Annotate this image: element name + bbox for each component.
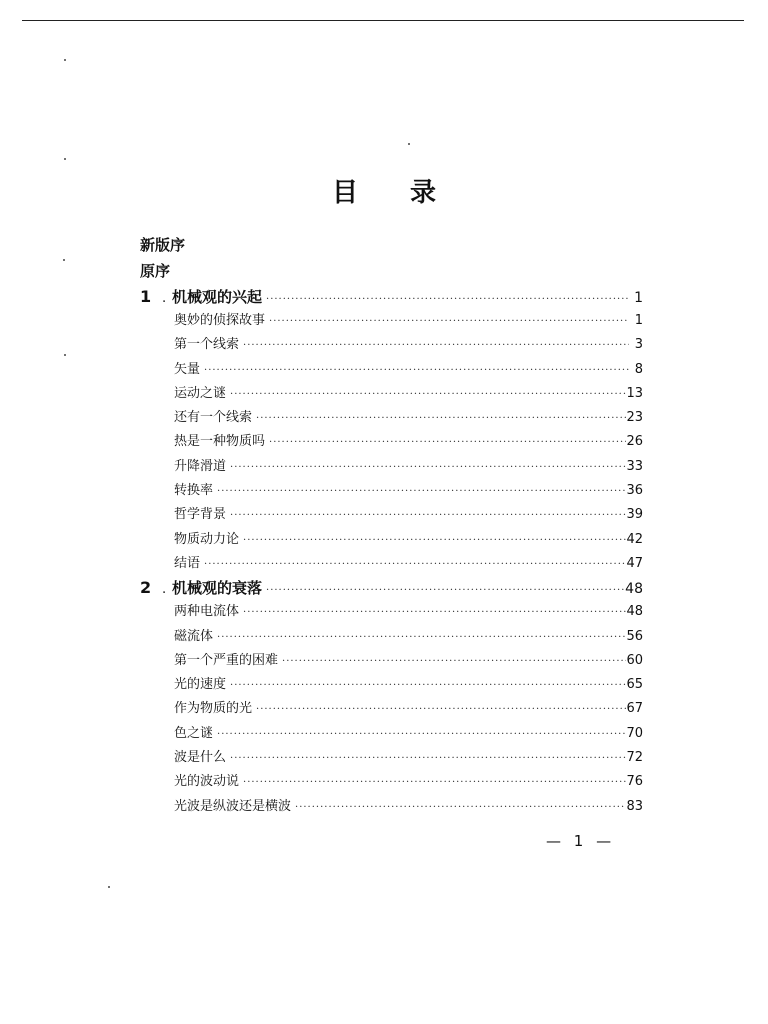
scan-speck [408, 143, 410, 145]
toc-section-row[interactable] [140, 650, 643, 674]
section-page-number: 23 [626, 410, 643, 426]
chapter-page-number: 48 [625, 581, 643, 598]
section-page-number: 13 [626, 385, 643, 401]
toc-section-row[interactable] [140, 674, 643, 698]
toc-section-row[interactable] [140, 504, 643, 528]
section-title: 第一个线索 [174, 337, 240, 353]
section-title: 磁流体 [174, 628, 214, 644]
dot-leader [266, 289, 629, 311]
section-title: 第一个严重的困难 [174, 652, 279, 668]
dot-leader [256, 699, 626, 721]
dot-leader [230, 457, 626, 479]
dot-leader [266, 580, 625, 602]
dot-leader [204, 360, 629, 382]
dot-leader [243, 335, 629, 357]
section-title: 奥妙的侦探故事 [174, 313, 266, 328]
scan-speck [108, 886, 110, 888]
section-title: 热是一种物质吗 [174, 434, 266, 450]
toc-section-row[interactable] [140, 626, 643, 650]
toc-section-row[interactable] [140, 407, 643, 431]
section-page-number: 8 [634, 361, 643, 377]
toc-section-row[interactable] [140, 723, 643, 747]
table-of-contents [140, 234, 643, 820]
dot-leader [230, 384, 626, 406]
toc-section-row[interactable] [140, 601, 643, 625]
section-page-number: 3 [634, 337, 643, 353]
toc-section-row[interactable] [140, 698, 643, 722]
section-title: 结语 [174, 555, 201, 571]
dot-leader [243, 772, 626, 794]
dot-leader [230, 675, 626, 697]
scan-speck [64, 158, 66, 160]
toc-section-row[interactable] [140, 359, 643, 383]
toc-section-row[interactable] [140, 553, 643, 577]
dot-leader [217, 627, 626, 649]
toc-section-row[interactable] [140, 747, 643, 771]
dot-leader [243, 530, 626, 552]
dot-leader [282, 651, 626, 673]
toc-section-row[interactable] [140, 796, 643, 820]
section-page-number: 76 [626, 774, 643, 790]
section-page-number: 60 [626, 652, 643, 668]
section-title: 作为物质的光 [174, 701, 253, 717]
toc-chapter-row[interactable] [140, 577, 643, 601]
section-title: 升降滑道 [174, 458, 227, 474]
section-page-number: 56 [626, 628, 643, 644]
dot-leader [269, 311, 629, 333]
dot-leader [256, 408, 626, 430]
section-title: 物质动力论 [174, 531, 240, 547]
toc-section-row[interactable] [140, 771, 643, 795]
dot-leader [217, 724, 626, 746]
top-rule [22, 20, 744, 21]
section-title: 两种电流体 [174, 604, 240, 620]
section-title: 矢量 [174, 361, 201, 377]
toc-section-row[interactable] [140, 431, 643, 455]
section-title: 光的波动说 [174, 774, 240, 790]
section-title: 色之谜 [174, 725, 214, 741]
scan-noise [130, 893, 580, 895]
page-title [0, 172, 768, 209]
toc-section-row[interactable] [140, 334, 643, 358]
chapter-title: 机械观的衰落 [172, 579, 263, 598]
dot-leader [217, 481, 626, 503]
section-page-number: 70 [626, 725, 643, 741]
page-title-char-1: 目 [331, 178, 358, 208]
chapter-number-separator: . [162, 582, 167, 598]
section-page-number: 67 [626, 701, 643, 717]
front-matter-preface-new[interactable]: 新版序 [140, 236, 186, 254]
section-page-number: 72 [626, 750, 643, 766]
section-title: 哲学背景 [174, 507, 227, 523]
chapter-number-separator: . [162, 291, 167, 306]
toc-chapter-row[interactable] [140, 286, 643, 310]
section-page-number: 48 [626, 604, 643, 620]
chapter-page-number: 1 [634, 290, 643, 306]
section-page-number: 26 [626, 434, 643, 450]
section-title: 光波是纵波还是横波 [174, 798, 292, 814]
section-page-number: 42 [626, 531, 643, 547]
page-number: — 1 — [546, 832, 616, 850]
toc-section-row[interactable] [140, 383, 643, 407]
scan-speck [64, 59, 66, 61]
dot-leader [204, 554, 626, 576]
toc-section-row[interactable] [140, 529, 643, 553]
section-page-number: 1 [634, 313, 643, 328]
toc-body [140, 286, 643, 820]
dot-leader [295, 797, 626, 819]
scan-speck [64, 354, 66, 356]
dot-leader [243, 602, 626, 624]
chapter-number: 2 [140, 578, 152, 598]
front-matter-preface-original[interactable]: 原序 [140, 262, 171, 280]
section-page-number: 47 [626, 555, 643, 571]
section-title: 还有一个线索 [174, 410, 253, 426]
section-title: 运动之谜 [174, 385, 227, 401]
toc-section-row[interactable] [140, 480, 643, 504]
chapter-number: 1 [140, 287, 152, 306]
scan-speck [63, 259, 65, 261]
section-title: 转换率 [174, 483, 214, 499]
section-page-number: 33 [626, 458, 643, 474]
chapter-title: 机械观的兴起 [172, 288, 263, 306]
dot-leader [230, 505, 626, 527]
page-title-char-2: 录 [410, 178, 437, 208]
section-title: 光的速度 [174, 677, 227, 693]
dot-leader [269, 432, 626, 454]
section-page-number: 83 [626, 798, 643, 814]
toc-section-row[interactable] [140, 456, 643, 480]
section-title: 波是什么 [174, 750, 227, 766]
dot-leader [230, 748, 626, 770]
section-page-number: 65 [626, 677, 643, 693]
toc-section-row[interactable] [140, 310, 643, 334]
section-page-number: 39 [626, 507, 643, 523]
section-page-number: 36 [626, 483, 643, 499]
